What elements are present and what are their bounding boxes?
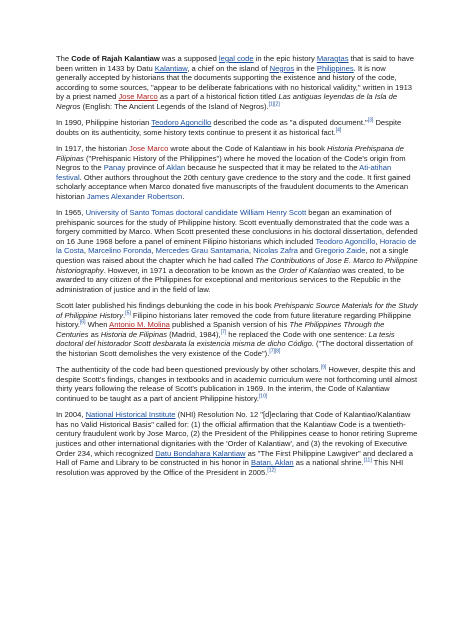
text-run: as "The First Philippine Lawgiver" and declared a Hall of Fame and Library to be constructed in his honor in: [56, 448, 414, 468]
text-run: ,: [248, 246, 254, 256]
text-run: The: [56, 54, 72, 63]
italic-text: La tesis doctoral del historador Scott desbarata la existencia misma de dicho Código: [56, 329, 395, 349]
italic-text: Historia Prehispana de Filipinas: [56, 143, 404, 163]
link-aklan[interactable]: Aklan: [166, 163, 186, 173]
citation-link[interactable]: [7]: [220, 329, 227, 336]
text-run: (English: The Ancient Legends of the Island of Negros).: [80, 101, 269, 111]
link-antonio-m-molina[interactable]: Antonio M. Molina: [109, 320, 170, 330]
text-run: (Madrid, 1984),: [167, 329, 221, 339]
italic-text: Las antiguas leyendas de la Isla de Negros: [56, 92, 398, 111]
link-william-henry-scott[interactable]: William Henry Scott: [239, 208, 307, 218]
text-run: as a national shrine.: [293, 458, 364, 468]
paragraph-1: [56, 54, 418, 112]
link-ati-atihan-festival[interactable]: Ati-atihan festival: [56, 163, 392, 182]
text-run: Despite doubts on its authenticity, some history texts continue to present it as historical fact.: [56, 118, 402, 137]
text-run: . Other authors throughout the 20th century gave credence to the story and the code. It first gained scholarly acceptance when Marco donated five manuscripts of the fraudulent documents to the American historian: [56, 172, 411, 201]
text-run: ,: [151, 246, 156, 256]
link-philippines[interactable]: Philippines: [316, 63, 354, 73]
citation-link[interactable]: [3]: [367, 117, 374, 124]
text-run: and: [297, 246, 315, 256]
paragraph-6: [56, 365, 418, 403]
link-nicolas-zafra[interactable]: Nicolas Zafra: [253, 246, 298, 256]
text-run: Filipino historians later removed the code from future literature regarding Philippine history.: [56, 310, 412, 330]
text-run: , not a single question was raised about the chapter which he had called: [56, 246, 409, 266]
text-run: because he suspected that it may be related to the: [185, 163, 360, 173]
citation-link[interactable]: [6]: [79, 319, 86, 326]
italic-text: Order of Kalantiao: [278, 265, 341, 275]
link-national-historical-institute[interactable]: National Historical Institute: [85, 410, 176, 420]
citation-link[interactable]: [9]: [320, 364, 327, 371]
link-james-alexander-robertson[interactable]: James Alexander Robertson: [86, 191, 183, 201]
link-university-of-santo-tomas-doctoral-candidate[interactable]: University of Santo Tomas doctoral candidate: [85, 208, 238, 218]
text-run: was a supposed: [159, 54, 219, 63]
text-run: Scott later published his findings debunking the code in his book: [56, 301, 274, 311]
paragraph-2: [56, 118, 418, 137]
link-legal-code[interactable]: legal code: [218, 54, 254, 63]
text-run: described the code as "a disputed document.": [211, 118, 368, 128]
text-run: However, despite this and despite Scott's findings, changes in textbooks and in academic curriculum were not forthcoming until almost thirty years following the release of Scott's publication in 1969. In the interim, the Code of Kalantiaw continued to be taught as a part of ancient Philippine history.: [56, 365, 418, 403]
text-run: In 2004,: [56, 410, 86, 420]
link-batan-aklan[interactable]: Batan, Aklan: [251, 458, 294, 468]
text-run: .: [182, 191, 185, 201]
citation-link[interactable]: [11]: [363, 457, 372, 464]
text-run: as a part of a historical fiction titled: [157, 92, 279, 102]
text-run: published a Spanish version of his: [169, 320, 290, 330]
italic-text: Prehispanic Source Materials for the Study of Philippine History: [56, 301, 418, 320]
link-panay[interactable]: Panay: [103, 163, 126, 173]
paragraph-5: [56, 301, 418, 359]
text-run: . ("The doctoral dissertation of the historian Scott demolishes the very existence of the Code").: [56, 339, 413, 358]
citation-link[interactable]: [10]: [258, 393, 268, 400]
link-horacio-de-la-costa[interactable]: Horacio de la Costa: [56, 236, 417, 256]
italic-text: The Philippines Through the Centuries: [56, 320, 385, 339]
text-run: In 1965,: [56, 208, 86, 218]
link-maragtas[interactable]: Maragtas: [316, 54, 349, 63]
link-teodoro-agoncillo[interactable]: Teodoro Agoncillo: [315, 236, 376, 246]
paragraph-3: [56, 144, 418, 202]
text-run: ("Prehispanic History of the Philippines") where he moved the location of the Code's origin from Negros to the: [56, 153, 406, 173]
text-run: began an examination of prehispanic sources for the study of Philippine history. Scott eventually demonstrated that the code was a forgery committed by Marco. When Scott presented these conclusions in his doctoral dissertation, defended on 16 June 1968 before a panel of eminent Filipino historians which included: [56, 208, 418, 246]
text-run: he replaced the Code with one sentence:: [226, 329, 369, 339]
citation-link[interactable]: [12]: [267, 467, 276, 474]
text-run: , a chief on the island of: [187, 63, 270, 73]
text-run: wrote about the Code of Kalantiaw in his book: [168, 143, 328, 153]
text-run: This NHI resolution was approved by the Office of the President in 2005.: [56, 458, 404, 477]
paragraph-4: [56, 208, 418, 294]
citation-link[interactable]: [1][2]: [268, 101, 280, 108]
link-negros[interactable]: Negros: [269, 63, 295, 73]
text-run: as: [88, 329, 101, 339]
text-run: province of: [125, 163, 167, 173]
link-mercedes-grau-santamaria[interactable]: Mercedes Grau Santamaria: [155, 246, 249, 256]
link-jose-marco[interactable]: Jose Marco: [129, 143, 169, 153]
link-marcelino-foronda[interactable]: Marcelino Foronda: [88, 246, 152, 256]
article-body: [56, 54, 418, 484]
link-jose-marco[interactable]: Jose Marco: [118, 92, 158, 102]
link-gregorio-zaide[interactable]: Gregorio Zaide: [314, 246, 366, 256]
text-run: in the: [294, 63, 317, 73]
italic-text: The Contributions of Jose E. Marco to Philippine historiography: [56, 256, 418, 275]
link-datu-bondahara-kalantiaw[interactable]: Datu Bondahara Kalantiaw: [155, 448, 246, 458]
italic-text: Historia de Filipinas: [100, 329, 168, 339]
paragraph-7: [56, 410, 418, 477]
citation-link[interactable]: [4]: [335, 127, 342, 134]
text-run: that is said to have been written in 1433 by Datu: [56, 54, 414, 73]
citation-link[interactable]: [5]: [125, 310, 131, 317]
text-run: ,: [375, 236, 380, 246]
text-run: was created, to be awarded to any citizen of the Philippines for exceptional and meritorious services to the Republic in the administration of justice and in the field of law.: [56, 265, 405, 294]
text-run: . However, in 1971 a decoration to be known as the: [103, 265, 279, 275]
text-run: The authenticity of the code had been questioned previously by other scholars.: [56, 365, 321, 375]
text-run: . It is now generally accepted by historians that the documents supporting the existence and history of the code, according to some sources, "appear to be deliberate fabrications with no historical validity," written in 1913 by a priest named: [56, 63, 413, 102]
bold-title: Code of Rajah Kalantiaw: [71, 54, 160, 63]
text-run: (NHI) Resolution No. 12 "[d]eclaring that Code of Kalantiao/Kalantiaw has no Valid Historical Basis" called for: (1) the official affirmation that the Kalantiaw Code is a twentieth-century fraudulent work by Jose Marco, (2) the President of the Philippines cease to honor retiring Supreme justices and other international dignitaries with the 'Order of Kalantiaw', and (3) the revoking of Executive Order 234, which recognized: [56, 410, 418, 458]
text-run: In 1990, Philippine historian: [56, 118, 152, 128]
text-run: in the epic history: [253, 54, 317, 63]
text-run: .: [123, 310, 126, 320]
text-run: In 1917, the historian: [56, 143, 130, 153]
citation-link[interactable]: [7][8]: [269, 348, 281, 355]
link-kalantiaw[interactable]: Kalantiaw: [154, 63, 188, 73]
link-teodoro-agoncillo[interactable]: Teodoro Agoncillo: [151, 118, 212, 128]
text-run: When: [85, 320, 110, 330]
text-run: ,: [83, 246, 89, 256]
